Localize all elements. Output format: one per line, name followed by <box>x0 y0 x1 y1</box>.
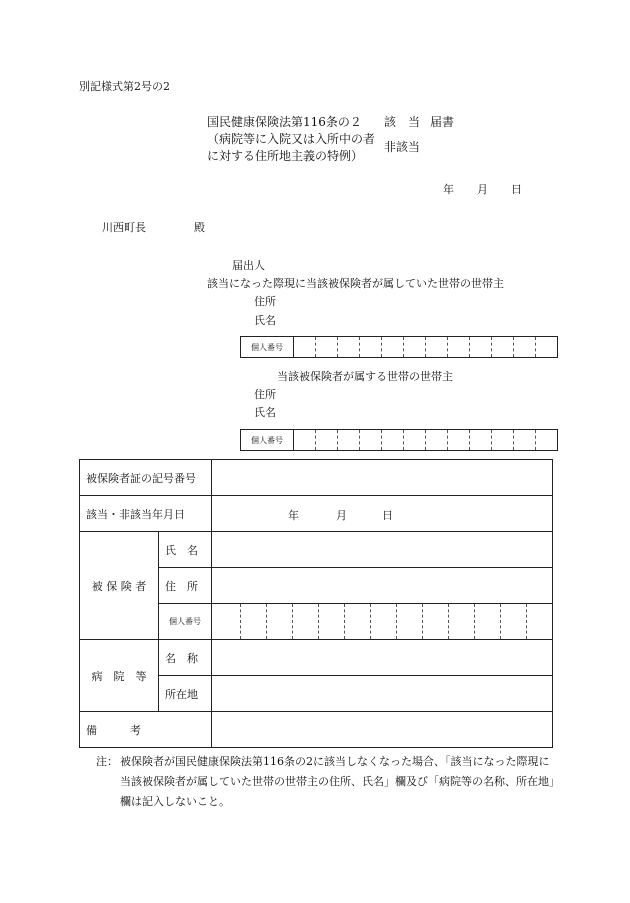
digit-cell[interactable] <box>360 430 382 450</box>
insurance-card-field[interactable] <box>212 460 553 496</box>
insured-address-label: 住 所 <box>159 568 212 604</box>
notifier-label: 届出人 <box>232 259 265 272</box>
title-applicable: 該 当 <box>384 115 421 129</box>
digit-cell[interactable] <box>404 430 426 450</box>
digit-cell[interactable] <box>448 337 470 357</box>
digit-cell[interactable] <box>293 604 319 639</box>
digit-cell[interactable] <box>404 337 426 357</box>
current-name-label: 氏名 <box>254 406 276 419</box>
hospital-label: 病 院 等 <box>80 640 159 712</box>
current-address-label: 住所 <box>254 388 276 401</box>
status-date-label: 該当・非該当年月日 <box>80 496 212 532</box>
my-number-label: 個人番号 <box>241 337 294 357</box>
title-line2: （病院等に入院又は入所中の者 <box>207 132 376 146</box>
my-number-label: 個人番号 <box>241 430 294 450</box>
digit-cell[interactable] <box>514 337 536 357</box>
status-date-month: 月 <box>336 509 347 522</box>
insured-name-label: 氏 名 <box>159 532 212 568</box>
insurance-card-label: 被保険者証の記号番号 <box>80 460 212 496</box>
digit-cell[interactable] <box>345 604 371 639</box>
prev-householder-my-number[interactable] <box>240 336 558 358</box>
digit-cell[interactable] <box>501 604 527 639</box>
digit-cell[interactable] <box>492 430 514 450</box>
digit-cell[interactable] <box>316 430 338 450</box>
title-notification: 届書 <box>430 115 455 129</box>
digit-cell[interactable] <box>267 604 293 639</box>
digit-cell[interactable] <box>316 337 338 357</box>
digit-cell[interactable] <box>240 604 267 639</box>
hospital-name-label: 名 称 <box>159 640 212 676</box>
digit-cell[interactable] <box>397 604 423 639</box>
digit-cell[interactable] <box>449 604 475 639</box>
date-day-label: 日 <box>511 183 522 196</box>
status-date-day: 日 <box>382 509 393 522</box>
insured-info-table <box>79 459 553 748</box>
digit-cell[interactable] <box>527 604 552 639</box>
current-householder-caption: 当該被保険者が属する世帯の世帯主 <box>277 370 453 383</box>
prev-householder-caption: 該当になった際現に当該被保険者が属していた世帯の世帯主 <box>207 277 504 290</box>
digit-cell[interactable] <box>294 430 316 450</box>
title-line1: 国民健康保険法第116条の２ <box>207 115 362 129</box>
hospital-name-field[interactable] <box>212 640 553 676</box>
insured-my-number-label: 個人番号 <box>159 604 212 640</box>
title-line3: に対する住所地主義の特例） <box>207 149 364 163</box>
digit-cell[interactable] <box>338 430 360 450</box>
digit-cell[interactable] <box>382 337 404 357</box>
digit-cell[interactable] <box>536 430 557 450</box>
digit-cell[interactable] <box>319 604 345 639</box>
digit-cell[interactable] <box>294 337 316 357</box>
digit-cell[interactable] <box>492 337 514 357</box>
date-year-label: 年 <box>443 183 454 196</box>
digit-cell[interactable] <box>514 430 536 450</box>
digit-cell[interactable] <box>448 430 470 450</box>
digit-cell[interactable] <box>475 604 501 639</box>
form-code: 別記様式第2号の2 <box>79 80 170 93</box>
digit-cell[interactable] <box>360 337 382 357</box>
digit-cell[interactable] <box>426 337 448 357</box>
addressee-name: 川西町長 <box>102 221 146 234</box>
digit-cell[interactable] <box>423 604 449 639</box>
hospital-location-field[interactable] <box>212 676 553 712</box>
insured-address-field[interactable] <box>212 568 553 604</box>
status-date-field[interactable] <box>212 496 553 532</box>
digit-cell[interactable] <box>382 430 404 450</box>
status-date-year: 年 <box>288 509 299 522</box>
title-not-applicable: 非該当 <box>384 140 421 154</box>
digit-cell[interactable] <box>470 337 492 357</box>
digit-cell[interactable] <box>338 337 360 357</box>
note-mark: 注： <box>96 755 118 768</box>
current-householder-my-number[interactable] <box>240 429 558 451</box>
prev-address-label: 住所 <box>254 295 276 308</box>
note <box>96 752 556 812</box>
insured-my-number-field[interactable] <box>212 604 553 640</box>
insured-label: 被 保 険 者 <box>80 532 159 640</box>
digit-cell[interactable] <box>426 430 448 450</box>
date-month-label: 月 <box>477 183 488 196</box>
digit-cell[interactable] <box>470 430 492 450</box>
prev-name-label: 氏名 <box>254 314 276 327</box>
remarks-field[interactable] <box>212 712 553 748</box>
digit-cell[interactable] <box>371 604 397 639</box>
digit-cell[interactable] <box>536 337 557 357</box>
insured-my-number-cells <box>240 604 552 639</box>
addressee-honorific: 殿 <box>194 221 205 234</box>
remarks-label: 備 考 <box>80 712 212 748</box>
hospital-location-label: 所在地 <box>159 676 212 712</box>
insured-name-field[interactable] <box>212 532 553 568</box>
note-text: 被保険者が国民健康保険法第116条の2に該当しなくなった場合、「該当になった際現に当該被保険者が属していた世帯の世帯主の住所、氏名」欄及び「病院等の名称、所在地」欄は記入しないこと。 <box>120 755 555 808</box>
